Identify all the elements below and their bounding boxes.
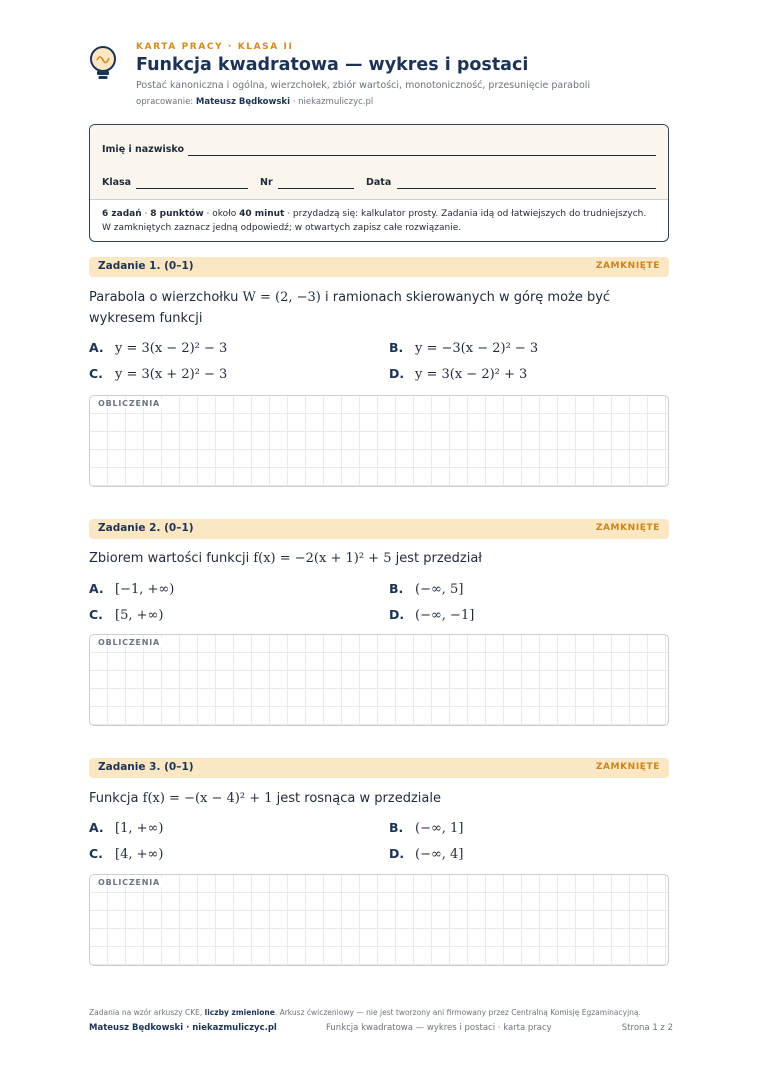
worksheet-kicker: KARTA PRACY · KLASA II: [136, 42, 294, 52]
question-math: f(x) = −(x − 4)² + 1: [142, 791, 273, 806]
question-text: Funkcja: [89, 791, 143, 806]
footer-note-end: . Arkusz ćwiczeniowy — nie jest tworzony ani firmowany przez Centralną Komisję Egzaminacyjną.: [274, 1008, 641, 1017]
footer-title: Funkcja kwadratowa — wykres i postaci · karta pracy: [326, 1023, 552, 1033]
option-text: y = 3(x − 2)² − 3: [115, 341, 228, 356]
class-label: Klasa: [102, 177, 132, 188]
author-credit: [136, 97, 676, 107]
task-2-option-c[interactable]: [89, 607, 163, 623]
task-2-question: [89, 548, 679, 569]
footer-note-bold: liczby zmienione: [204, 1008, 275, 1017]
task-3-question: [89, 788, 679, 809]
info-points: 8 punktów: [150, 209, 204, 219]
task-1-option-d[interactable]: [389, 366, 527, 382]
footer-note: [89, 1008, 641, 1017]
class-field[interactable]: [136, 188, 248, 189]
lightbulb-icon: [86, 44, 120, 84]
credit-author: Mateusz Będkowski: [195, 97, 291, 107]
option-letter: A.: [89, 820, 104, 835]
task-1-calculation-area[interactable]: [89, 395, 669, 487]
option-letter: B.: [389, 820, 404, 835]
credit-prefix: opracowanie:: [136, 97, 194, 107]
task-3-type: ZAMKNIĘTE: [595, 762, 660, 772]
info-rest: · przydadzą się: kalkulator prosty. Zadania idą od łatwiejszych do trudniejszych. W zamkniętych zaznacz jedną odpowiedź; w otwartych zapisz całe rozwiązanie.: [102, 209, 647, 233]
task-3-option-c[interactable]: [89, 846, 163, 862]
question-text-end: i ramionach skierowanych w górę może być wykresem funkcji: [89, 290, 611, 326]
calculation-label: OBLICZENIA: [98, 878, 160, 887]
task-3-header: [89, 758, 669, 778]
info-minutes: 40 minut: [239, 209, 285, 219]
worksheet-info: [90, 200, 668, 242]
task-2-option-d[interactable]: [389, 607, 474, 623]
option-text: [1, +∞): [115, 821, 164, 836]
nr-label: Nr: [260, 177, 273, 188]
option-letter: B.: [389, 340, 404, 355]
calculation-label: OBLICZENIA: [98, 399, 160, 408]
page-number: Strona 1 z 2: [621, 1023, 673, 1033]
option-text: (−∞, 1]: [415, 821, 464, 836]
task-3-option-b[interactable]: [389, 820, 463, 836]
question-math: W = (2, −3): [242, 290, 321, 305]
question-text-end: jest rosnąca w przedziale: [272, 791, 441, 806]
task-2-header: [89, 519, 669, 539]
task-1-type: ZAMKNIĘTE: [595, 261, 660, 271]
option-text: y = 3(x + 2)² − 3: [115, 367, 228, 382]
option-text: [−1, +∞): [115, 582, 175, 597]
task-1-option-c[interactable]: [89, 366, 227, 382]
task-2-option-b[interactable]: [389, 581, 463, 597]
date-label: Data: [366, 177, 392, 188]
task-2-type: ZAMKNIĘTE: [595, 523, 660, 533]
footer-author: Mateusz Będkowski · niekazmuliczyc.pl: [89, 1023, 277, 1033]
option-text: (−∞, 5]: [415, 582, 464, 597]
option-letter: A.: [89, 581, 104, 596]
task-3-option-a[interactable]: [89, 820, 163, 836]
info-tasks: 6 zadań: [102, 209, 142, 219]
nr-field[interactable]: [278, 188, 354, 189]
option-text: y = 3(x − 2)² + 3: [415, 367, 528, 382]
footer-note-text: Zadania na wzór arkuszy CKE,: [89, 1008, 205, 1017]
calculation-label: OBLICZENIA: [98, 638, 160, 647]
name-label: Imię i nazwisko: [102, 144, 184, 155]
question-math: f(x) = −2(x + 1)² + 5: [253, 551, 392, 566]
option-text: y = −3(x − 2)² − 3: [415, 341, 539, 356]
page-title: Funkcja kwadratowa — wykres i postaci: [136, 55, 529, 75]
task-1-title: Zadanie 1. (0–1): [98, 260, 194, 272]
page-subtitle: Postać kanoniczna i ogólna, wierzchołek, zbiór wartości, monotoniczność, przesunięcie paraboli: [136, 80, 591, 91]
task-3-title: Zadanie 3. (0–1): [98, 761, 194, 773]
option-letter: B.: [389, 581, 404, 596]
info-about: · około: [203, 209, 240, 219]
task-1-option-b[interactable]: [389, 340, 538, 356]
option-text: [5, +∞): [115, 608, 164, 623]
credit-site: · niekazmuliczyc.pl: [292, 97, 374, 107]
date-field[interactable]: [397, 188, 656, 189]
option-letter: C.: [89, 846, 103, 861]
student-info-box: [89, 124, 669, 242]
task-2-calculation-area[interactable]: [89, 634, 669, 726]
task-2-title: Zadanie 2. (0–1): [98, 522, 194, 534]
task-3-option-d[interactable]: [389, 846, 463, 862]
task-2-option-a[interactable]: [89, 581, 174, 597]
option-letter: D.: [389, 607, 405, 622]
option-letter: D.: [389, 846, 405, 861]
info-sep: ·: [141, 209, 151, 219]
option-letter: A.: [89, 340, 104, 355]
option-text: [4, +∞): [115, 847, 164, 862]
task-1-header: [89, 257, 669, 277]
option-letter: D.: [389, 366, 405, 381]
option-text: (−∞, −1]: [415, 608, 475, 623]
option-letter: C.: [89, 366, 103, 381]
name-field[interactable]: [188, 155, 656, 156]
task-3-calculation-area[interactable]: [89, 874, 669, 966]
student-fields: [90, 125, 668, 200]
option-letter: C.: [89, 607, 103, 622]
option-text: (−∞, 4]: [415, 847, 464, 862]
question-text-end: jest przedział: [391, 551, 482, 566]
task-1-option-a[interactable]: [89, 340, 227, 356]
question-text: Zbiorem wartości funkcji: [89, 551, 254, 566]
task-1-question: [89, 287, 679, 329]
question-text: Parabola o wierzchołku: [89, 290, 243, 305]
